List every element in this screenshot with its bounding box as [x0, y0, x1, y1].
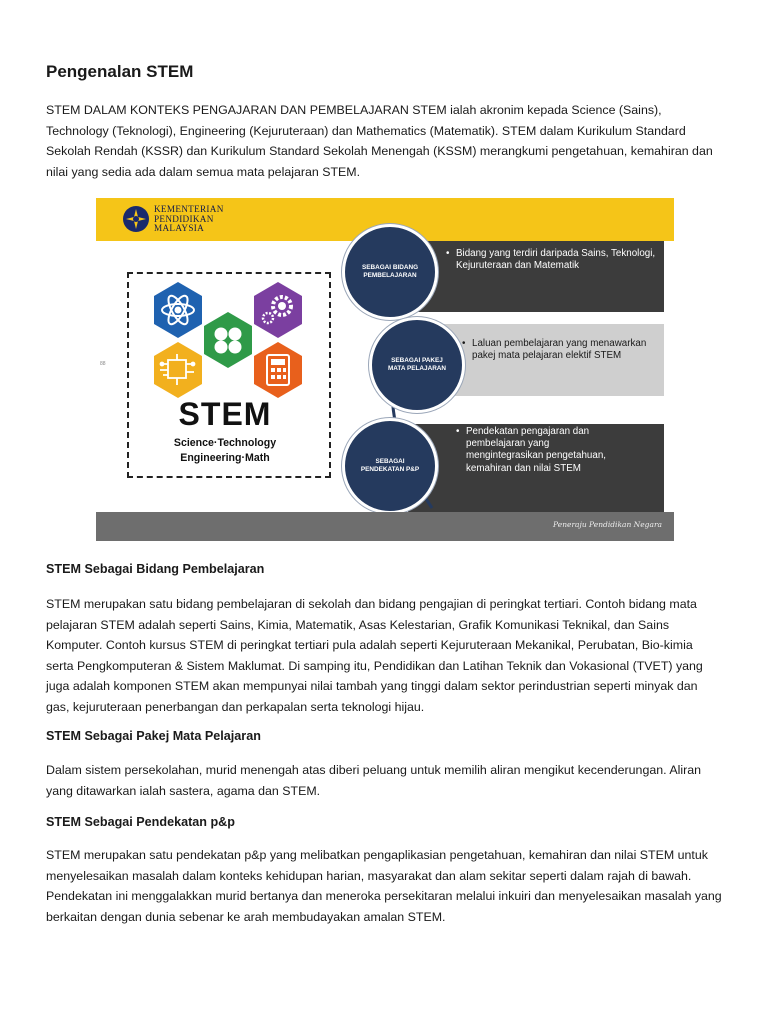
band-description: Pendekatan pengajaran dan pembelajaran yang mengintegrasikan pengetahuan, kemahiran dan nilai STEM: [466, 426, 606, 474]
ministry-logo-icon: [122, 205, 150, 233]
band-pendekatan-text: • Pendekatan pengajaran dan pembelajaran yang mengintegrasikan pengetahuan, kemahiran dan nilai STEM: [456, 426, 606, 474]
intro-paragraph: STEM DALAM KONTEKS PENGAJARAN DAN PEMBELAJARAN STEM ialah akronim kepada Science (Sains), Technology (Teknologi), Engineering (Kejuruteraan) dan Mathematics (Matematik). STEM dalam Kurikulum Standard Sekolah Rendah (KSSR) dan Kurikulum Standard Sekolah Menengah (KSSM) merangkumi pengetahuan, kemahiran dan nilai yang sedia ada dalam semua mata pelajaran STEM.: [46, 103, 713, 179]
band-description: Bidang yang terdiri daripada Sains, Teknologi, Kejuruteraan dan Matematik: [456, 248, 656, 272]
stem-infographic: [96, 198, 674, 541]
circle-label: SEBAGAI PENDEKATAN P&P: [360, 458, 420, 473]
circle-label: SEBAGAI PAKEJ MATA PELAJARAN: [387, 357, 447, 372]
section-heading-pakej: STEM Sebagai Pakej Mata Pelajaran: [46, 729, 261, 743]
circle-pakej: [369, 317, 465, 413]
stem-hexagon-cluster: [130, 282, 326, 400]
section-heading-bidang: STEM Sebagai Bidang Pembelajaran: [46, 562, 265, 576]
circle-pendekatan: [342, 418, 438, 514]
ministry-name-line: KEMENTERIAN: [154, 204, 224, 214]
band-bidang-text: • Bidang yang terdiri daripada Sains, Teknologi, Kejuruteraan dan Matematik: [446, 248, 656, 272]
circle-bidang: [342, 224, 438, 320]
ministry-name: [154, 205, 224, 234]
band-description: Laluan pembelajaran yang menawarkan pakej mata pelajaran elektif STEM: [472, 338, 647, 362]
technology-hexagon: [254, 282, 302, 338]
stem-subtitle-line2: Engineering·Math: [180, 452, 270, 464]
section-body-bidang: STEM merupakan satu bidang pembelajaran di sekolah dan bidang pengajian di peringkat tertiari. Contoh bidang mata pelajaran STEM adalah seperti Sains, Kimia, Matematik, Asas Kelestarian, Grafik Komunikasi Teknikal, dan Sains Komputer. Contoh kursus STEM di peringkat tertiari pula adalah seperti Kejuruteraan Mekanikal, Perubatan, Bio-kimia serta Pengkomputeran & Sistem Maklumat. Di samping itu, Pendidikan dan Latihan Teknik dan Vokasional (TVET) yang juga adalah komponen STEM akan mempunyai nilai tambah yang tinggi dalam sektor perindustrian seperti minyak dan gas, kejuruteraan penerbangan dan perkapalan serta teknologi hijau.: [46, 597, 703, 714]
circle-label: SEBAGAI BIDANG PEMBELAJARAN: [361, 264, 419, 279]
ministry-name-line: PENDIDIKAN: [154, 213, 214, 224]
section-heading-pendekatan: STEM Sebagai Pendekatan p&p: [46, 815, 235, 829]
band-pakej-text: • Laluan pembelajaran yang menawarkan pakej mata pelajaran elektif STEM: [462, 338, 652, 362]
stem-subtitle-line1: Science·Technology: [173, 437, 277, 449]
stem-wordmark: STEM: [178, 396, 272, 432]
ministry-name-line: MALAYSIA: [154, 223, 205, 233]
margin-mark: 88: [100, 361, 106, 367]
page-title: Pengenalan STEM: [46, 62, 194, 81]
infographic-footer-caption: Peneraju Pendidikan Negara: [553, 520, 662, 529]
section-body-pakej: Dalam sistem persekolahan, murid menengah atas diberi peluang untuk memilih aliran mengikut kecenderungan. Aliran yang ditawarkan ialah sastera, agama dan STEM.: [46, 763, 702, 798]
section-body-pendekatan: STEM merupakan satu pendekatan p&p yang melibatkan pengaplikasian pengetahuan, kemahiran dan nilai STEM untuk menyelesaikan masalah dalam konteks kehidupan harian, masyarakat dan alam sekitar seperti dalam rajah di bawah. Pendekatan ini menggalakkan murid bertanya dan meneroka persekitaran melalui inkuiri dan menyelesaikan masalah yang berkaitan dengan dunia sebenar ke arah membudayakan amalan STEM.: [46, 848, 722, 924]
